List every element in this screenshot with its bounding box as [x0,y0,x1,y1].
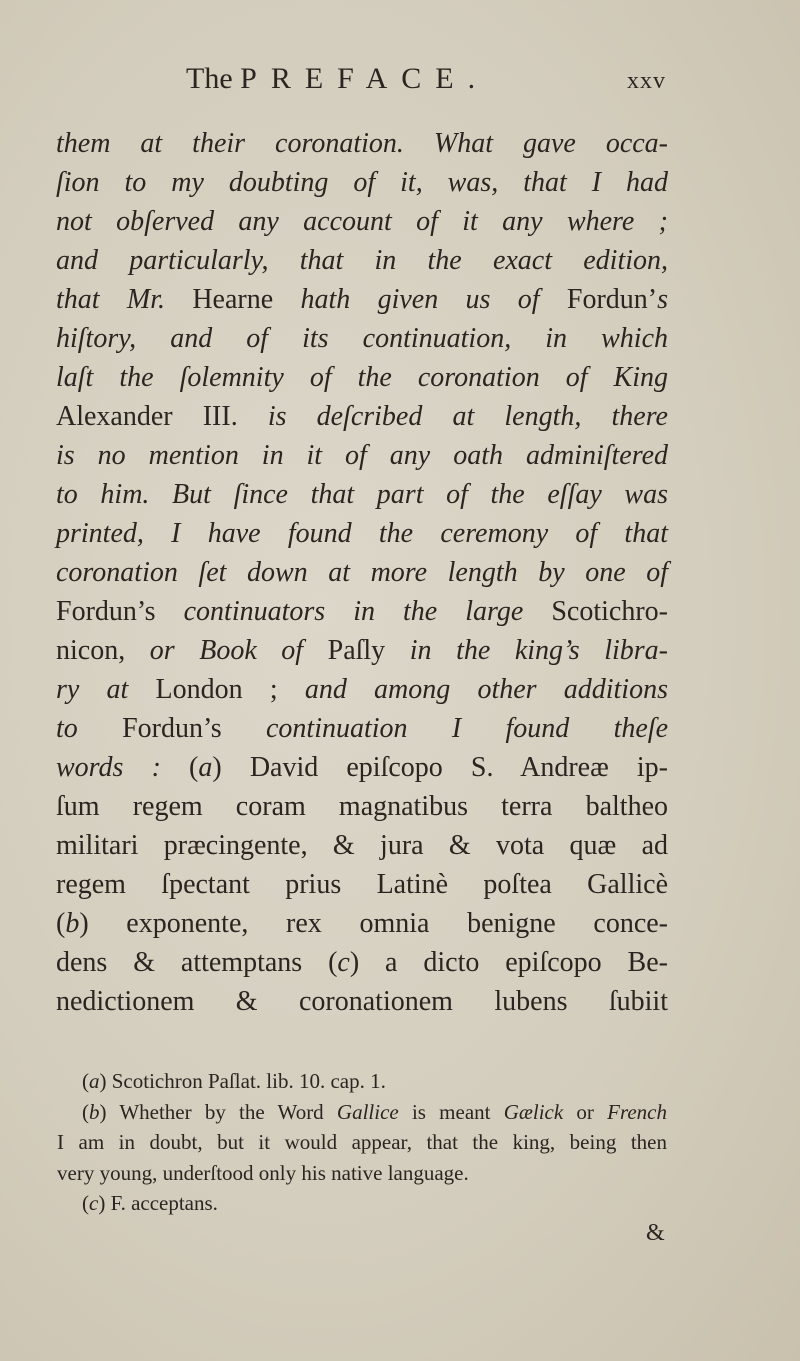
footnote-segment: a [89,1069,100,1093]
text-segment: not obſerved any account of it any where ; [56,206,668,237]
text-line [56,787,668,826]
text-segment: to him. But ſince that part of the eſſay was [56,479,668,510]
text-segment: hath given us of [300,284,567,315]
text-segment: Fordun’s [56,596,184,627]
text-line [56,319,668,358]
text-segment: nedictionem & coronationem lubens ſubiit [56,986,668,1017]
text-segment: Alexander III. [56,401,268,432]
footnote-line [57,1127,667,1158]
text-segment: ( [189,752,199,783]
text-segment: them at their coronation. What gave occa- [56,128,668,159]
text-line [56,709,668,748]
text-segment: laſt the ſolemnity of the coronation of King [56,362,668,393]
text-segment: or Book of [149,635,328,666]
text-segment: ) David epiſcopo S. Andreæ ip- [212,752,668,783]
text-line [56,826,668,865]
footnote-segment: ) F. acceptans. [98,1191,218,1215]
running-title-preface: PREFACE. [240,62,490,95]
text-line [56,748,668,787]
text-segment: Fordun’s [122,713,266,744]
text-segment: is no mention in it of any oath adminiſtered [56,440,668,471]
text-segment: ry at [56,674,156,705]
text-segment: is deſcribed at length, there [267,401,668,432]
text-segment: regem ſpectant prius Latinè poſtea Gallicè [56,869,668,900]
text-segment: ( [56,908,66,939]
catchword: & [646,1220,665,1246]
text-line [56,631,668,670]
footnote-line [57,1097,667,1128]
footnote-segment: is meant [398,1099,504,1124]
footnote-segment: c [89,1191,99,1215]
text-segment: ) exponente, rex omnia benigne conce- [79,908,668,939]
text-segment: s [657,284,669,315]
text-line [56,670,668,709]
text-segment: Paſly [327,635,410,666]
footnote-segment: French [607,1099,667,1124]
text-segment: words : [56,752,190,783]
text-line [56,982,668,1021]
text-segment: Hearne [192,284,301,315]
text-segment: a [198,752,213,783]
text-segment: continuators in the large [183,596,552,627]
text-line [56,163,668,202]
text-line [56,943,668,982]
text-segment: b [65,908,80,939]
text-segment: Scotichro- [551,596,668,627]
text-line [56,553,668,592]
running-title-the: The [186,62,233,95]
text-segment: ) a dicto epiſcopo Be- [349,947,668,978]
footnote-line [57,1188,667,1219]
text-segment: ſion to my doubting of it, was, that I had [56,167,668,198]
text-segment: to [56,713,123,744]
text-line [56,592,668,631]
footnote-segment: ( [82,1191,89,1215]
footnote-segment: or [563,1099,608,1124]
text-segment: c [337,947,350,978]
footnotes [57,1066,667,1219]
footnote-line [57,1158,667,1189]
running-header [186,62,666,102]
footnote-segment: b [89,1099,100,1124]
footnote-segment: very young, underſtood only his native language. [57,1160,469,1185]
text-segment: that Mr. [56,284,193,315]
text-segment: London ; [155,674,305,705]
text-segment: printed, I have found the ceremony of that [56,518,668,549]
text-segment: nicon, [56,635,150,666]
footnote-segment: ) Scotichron Paſlat. lib. 10. cap. 1. [99,1069,386,1093]
text-segment: Fordun’ [566,284,658,315]
text-segment: coronation ſet down at more length by one of [56,557,668,588]
text-segment: and particularly, that in the exact edition, [56,245,668,276]
text-segment: ſum regem coram magnatibus terra baltheo [56,791,668,822]
page-number: xxv [627,68,666,94]
text-line [56,202,668,241]
footnote-segment: Gælick [503,1099,564,1124]
footnote-segment: ( [82,1099,89,1124]
text-line [56,280,668,319]
running-title [186,62,489,96]
text-line [56,514,668,553]
text-line [56,358,668,397]
text-line [56,436,668,475]
text-line [56,124,668,163]
text-line [56,241,668,280]
text-line [56,397,668,436]
text-segment: hiſtory, and of its continuation, in which [56,323,668,354]
text-segment: dens & attemptans ( [56,947,338,978]
footnote-segment: ) Whether by the Word [99,1099,337,1124]
text-line [56,904,668,943]
footnote-segment: I am in doubt, but it would appear, that the king, being then [57,1130,667,1154]
footnote-line [57,1066,667,1097]
footnote-segment: ( [82,1069,89,1093]
text-line [56,475,668,514]
text-segment: and among other additions [304,674,668,705]
text-segment: militari præcingente, & jura & vota quæ ad [56,830,668,861]
text-line [56,865,668,904]
text-segment: in the king’s libra- [409,635,668,666]
footnote-segment: Gallice [336,1099,399,1124]
body-text [56,124,668,1021]
text-segment: continuation I found theſe [266,713,669,744]
